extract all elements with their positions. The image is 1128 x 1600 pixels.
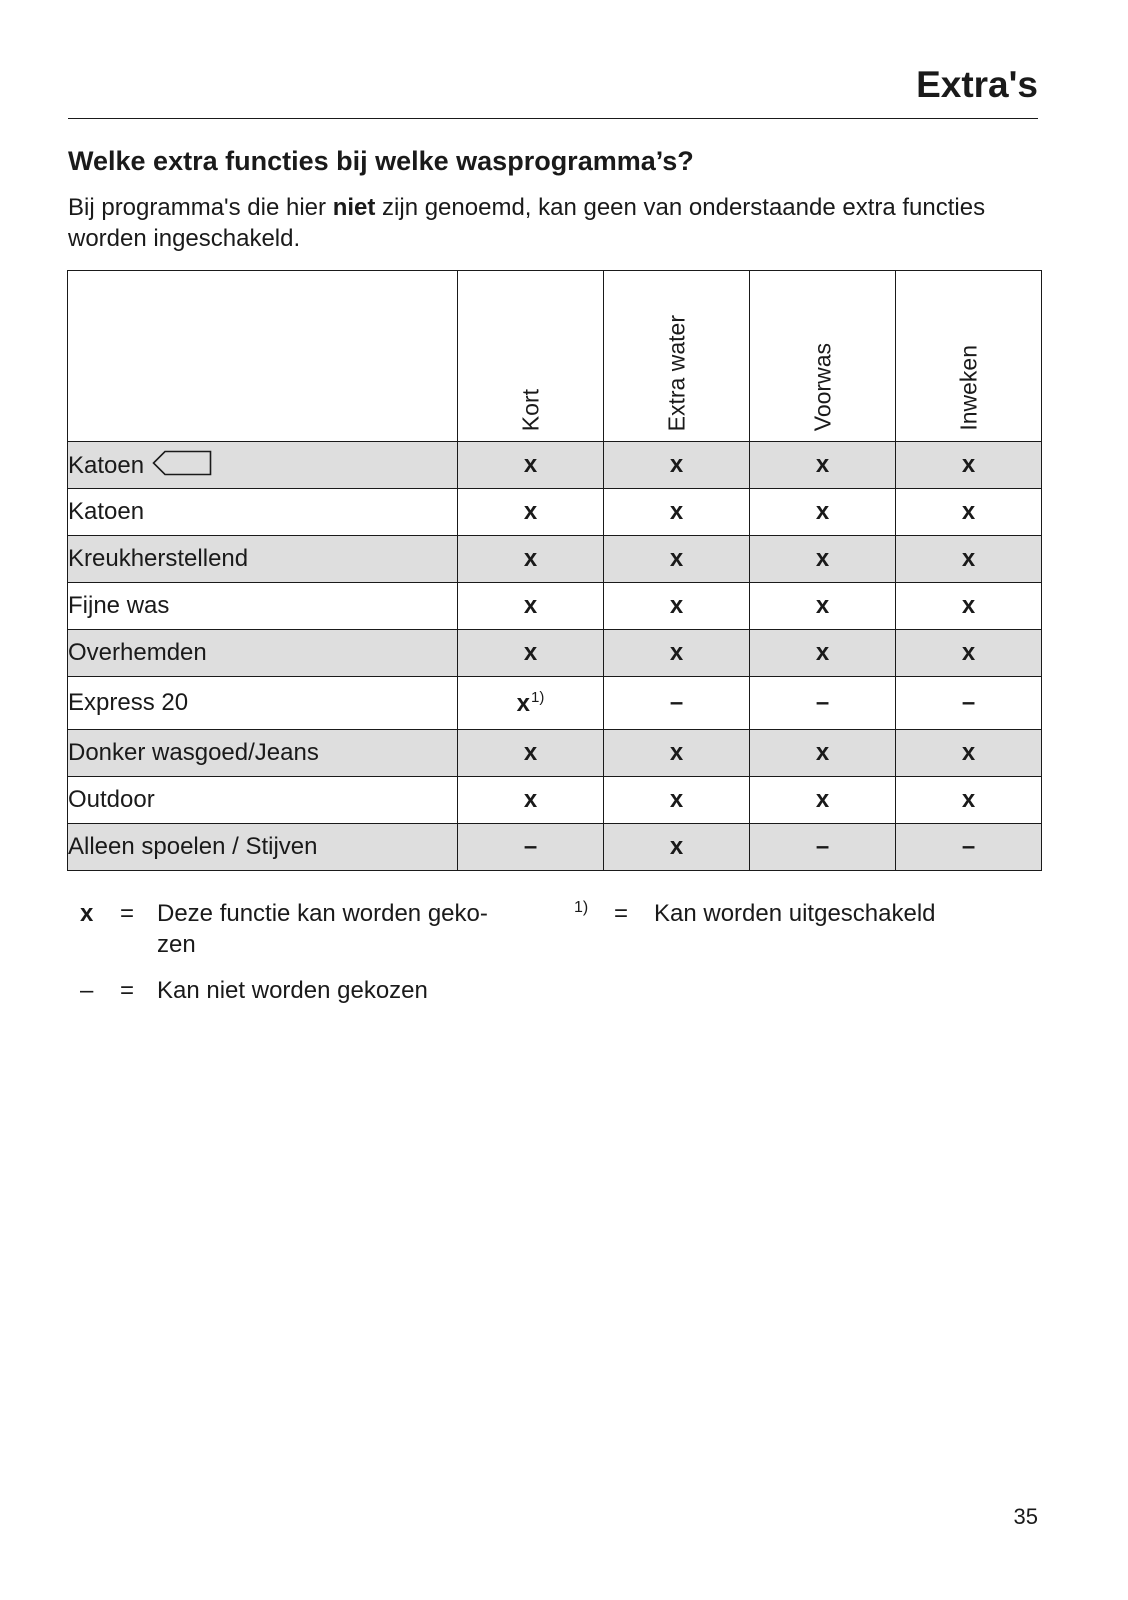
table-row bbox=[68, 489, 1042, 536]
program-name-cell bbox=[68, 536, 458, 583]
option-cell bbox=[896, 630, 1042, 677]
header-empty-cell bbox=[68, 271, 458, 442]
option-cell bbox=[896, 442, 1042, 489]
option-cell bbox=[750, 536, 896, 583]
section-title: Welke extra functies bij welke wasprogramma’s? bbox=[68, 146, 694, 176]
option-mark: – bbox=[815, 833, 830, 860]
program-name: Katoen bbox=[68, 452, 145, 479]
legend-x-equals: = bbox=[120, 900, 135, 927]
option-mark: x bbox=[523, 451, 538, 478]
program-name-cell bbox=[68, 489, 458, 536]
intro-paragraph bbox=[68, 192, 1028, 254]
legend-dash bbox=[68, 975, 568, 1009]
program-name-cell bbox=[68, 677, 458, 730]
table-row bbox=[68, 777, 1042, 824]
option-cell bbox=[604, 630, 750, 677]
table-header-row bbox=[68, 271, 1042, 442]
option-cell bbox=[750, 442, 896, 489]
option-cell bbox=[896, 583, 1042, 630]
option-cell bbox=[604, 442, 750, 489]
option-cell bbox=[896, 489, 1042, 536]
option-mark: x bbox=[961, 592, 976, 619]
option-mark: x bbox=[669, 639, 684, 666]
option-mark: x bbox=[669, 592, 684, 619]
option-cell bbox=[750, 489, 896, 536]
legend-x-text: Deze functie kan worden geko- bbox=[157, 900, 488, 927]
legend-x bbox=[68, 898, 568, 968]
option-mark: – bbox=[523, 833, 538, 860]
option-mark: x bbox=[523, 498, 538, 525]
legend-dash-text: Kan niet worden gekozen bbox=[157, 977, 428, 1004]
option-cell bbox=[750, 677, 896, 730]
option-cell bbox=[604, 677, 750, 730]
option-cell bbox=[896, 777, 1042, 824]
option-cell bbox=[458, 536, 604, 583]
option-mark: x bbox=[961, 639, 976, 666]
option-mark: x bbox=[523, 739, 538, 766]
legend-dash-symbol: – bbox=[80, 977, 94, 1004]
option-cell bbox=[750, 824, 896, 871]
option-mark: x bbox=[961, 498, 976, 525]
option-cell bbox=[604, 583, 750, 630]
option-cell bbox=[458, 824, 604, 871]
eco-label-icon bbox=[152, 450, 212, 476]
option-mark: x bbox=[669, 451, 684, 478]
program-name-cell bbox=[68, 824, 458, 871]
option-cell bbox=[604, 730, 750, 777]
option-cell bbox=[458, 730, 604, 777]
option-mark: x bbox=[815, 739, 830, 766]
option-cell bbox=[604, 777, 750, 824]
program-name: Alleen spoelen / Stijven bbox=[68, 833, 318, 860]
program-name-cell bbox=[68, 730, 458, 777]
option-mark: x bbox=[669, 498, 684, 525]
option-mark: – bbox=[961, 689, 976, 716]
program-name: Donker wasgoed/Jeans bbox=[68, 739, 319, 766]
column-header bbox=[458, 271, 604, 442]
option-mark: x bbox=[815, 451, 830, 478]
option-mark: x bbox=[516, 689, 530, 717]
footnote-marker: 1) bbox=[531, 688, 545, 706]
option-mark: x bbox=[815, 498, 830, 525]
option-mark: x bbox=[815, 639, 830, 666]
option-cell bbox=[896, 536, 1042, 583]
option-mark: x bbox=[961, 451, 976, 478]
option-mark: x bbox=[815, 592, 830, 619]
legend-x-symbol: x bbox=[80, 900, 94, 927]
column-header-label: Kort bbox=[517, 388, 543, 431]
table-row bbox=[68, 730, 1042, 777]
option-mark: x bbox=[961, 739, 976, 766]
option-mark: x bbox=[669, 545, 684, 572]
option-mark: x bbox=[815, 786, 830, 813]
table-body bbox=[68, 442, 1042, 871]
table-row bbox=[68, 442, 1042, 489]
option-cell bbox=[604, 489, 750, 536]
table-row bbox=[68, 536, 1042, 583]
legend-x-text-continued: zen bbox=[157, 931, 196, 958]
option-cell bbox=[604, 536, 750, 583]
option-mark: x bbox=[523, 545, 538, 572]
legend-footnote-text: Kan worden uitgeschakeld bbox=[654, 900, 936, 927]
option-mark: – bbox=[669, 689, 684, 716]
option-mark: x bbox=[523, 639, 538, 666]
page-number: 35 bbox=[1013, 1504, 1038, 1529]
option-mark: x bbox=[669, 786, 684, 813]
option-cell bbox=[458, 442, 604, 489]
column-header bbox=[750, 271, 896, 442]
program-name: Kreukherstellend bbox=[68, 545, 249, 572]
program-name: Outdoor bbox=[68, 786, 155, 813]
legend-footnote-symbol: 1) bbox=[574, 899, 589, 916]
program-name: Fijne was bbox=[68, 592, 170, 619]
program-name: Overhemden bbox=[68, 639, 207, 666]
option-cell bbox=[458, 630, 604, 677]
column-header-label: Inweken bbox=[955, 345, 981, 431]
option-cell bbox=[750, 777, 896, 824]
intro-text-before: Bij programma's die hier bbox=[68, 194, 333, 221]
page-header bbox=[68, 60, 1038, 119]
intro-text-after: zijn genoemd, kan geen van onderstaande extra functies worden ingeschakeld. bbox=[68, 194, 986, 252]
option-cell bbox=[896, 730, 1042, 777]
option-mark: x bbox=[523, 786, 538, 813]
column-header-label: Extra water bbox=[663, 314, 689, 431]
program-name-cell bbox=[68, 583, 458, 630]
option-mark: x bbox=[961, 786, 976, 813]
table-row bbox=[68, 824, 1042, 871]
program-name-cell bbox=[68, 777, 458, 824]
program-name: Katoen bbox=[68, 498, 145, 525]
program-name-cell bbox=[68, 442, 458, 489]
column-header-label: Voorwas bbox=[809, 342, 835, 431]
table-row bbox=[68, 630, 1042, 677]
option-cell bbox=[458, 489, 604, 536]
legend-footnote-equals: = bbox=[614, 900, 629, 927]
column-header bbox=[604, 271, 750, 442]
intro-text-bold: niet bbox=[332, 194, 376, 221]
option-mark: x bbox=[815, 545, 830, 572]
option-cell bbox=[896, 677, 1042, 730]
option-mark: – bbox=[815, 689, 830, 716]
table-row bbox=[68, 677, 1042, 730]
legend-footnote bbox=[574, 898, 1034, 932]
option-cell bbox=[750, 583, 896, 630]
option-cell bbox=[458, 583, 604, 630]
option-mark: x bbox=[961, 545, 976, 572]
option-mark: – bbox=[961, 833, 976, 860]
option-cell bbox=[896, 824, 1042, 871]
table-row bbox=[68, 583, 1042, 630]
option-cell bbox=[458, 777, 604, 824]
option-cell bbox=[604, 824, 750, 871]
option-cell bbox=[458, 677, 604, 730]
program-options-table bbox=[67, 270, 1042, 871]
program-name: Express 20 bbox=[68, 689, 189, 716]
chapter-title: Extra's bbox=[916, 64, 1038, 105]
option-cell bbox=[750, 630, 896, 677]
legend-dash-equals: = bbox=[120, 977, 135, 1004]
option-mark: x bbox=[669, 739, 684, 766]
option-cell bbox=[750, 730, 896, 777]
option-mark: x bbox=[523, 592, 538, 619]
program-name-cell bbox=[68, 630, 458, 677]
column-header bbox=[896, 271, 1042, 442]
option-mark: x bbox=[669, 833, 684, 860]
